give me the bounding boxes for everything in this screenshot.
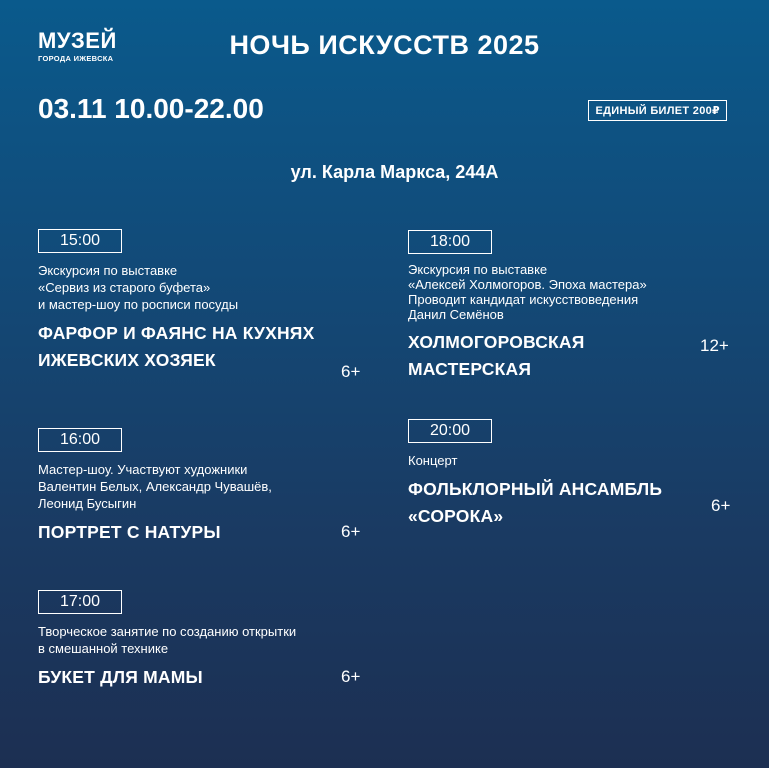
logo-main-text: МУЗЕЙ [38,28,117,53]
event-name: ФАРФОР И ФАЯНС НА КУХНЯХ ИЖЕВСКИХ ХОЗЯЕК [38,323,315,370]
event-age-2000: 6+ [711,496,731,515]
event-age-1500: 6+ [341,362,361,381]
event-description: Концерт [408,453,458,468]
event-description: Экскурсия по выставке «Алексей Холмогоров. Эпоха мастера» Проводит кандидат искусствоведения Данил Семёнов [408,262,647,322]
event-name: БУКЕТ ДЛЯ МАМЫ [38,667,203,687]
ticket-badge: ЕДИНЫЙ БИЛЕТ 200₽ [588,100,727,121]
event-time: 15:00 [38,229,122,253]
event-date: 03.11 10.00-22.00 [38,93,264,124]
event-card-1700 [38,590,361,691]
event-name: ФОЛЬКЛОРНЫЙ АНСАМБЛЬ «СОРОКА» [408,479,663,526]
event-card-2000 [408,419,731,530]
event-name: ПОРТРЕТ С НАТУРЫ [38,522,221,542]
page-title: НОЧЬ ИСКУССТВ 2025 [229,30,540,60]
event-card-1500 [38,229,358,374]
event-card-1600 [38,428,361,546]
logo-sub-text: ГОРОДА ИЖЕВСКА [38,54,114,63]
address: ул. Карла Маркса, 244А [290,162,499,182]
event-description: Творческое занятие по созданию открытки в смешанной технике [38,624,297,656]
event-time: 16:00 [38,428,122,452]
event-age-1700: 6+ [341,667,361,686]
event-name: ХОЛМОГОРОВСКАЯ МАСТЕРСКАЯ [408,332,585,379]
event-time: 18:00 [408,230,492,254]
event-description: Экскурсия по выставке «Сервиз из старого буфета» и мастер-шоу по росписи посуды [38,263,239,312]
event-card-1800 [408,230,708,383]
event-age-1600: 6+ [341,522,361,541]
event-description: Мастер-шоу. Участвуют художники Валентин Белых, Александр Чувашёв, Леонид Бусыгин [38,462,272,511]
event-time: 20:00 [408,419,492,443]
event-time: 17:00 [38,590,122,614]
event-age-1800: 12+ [700,336,729,355]
